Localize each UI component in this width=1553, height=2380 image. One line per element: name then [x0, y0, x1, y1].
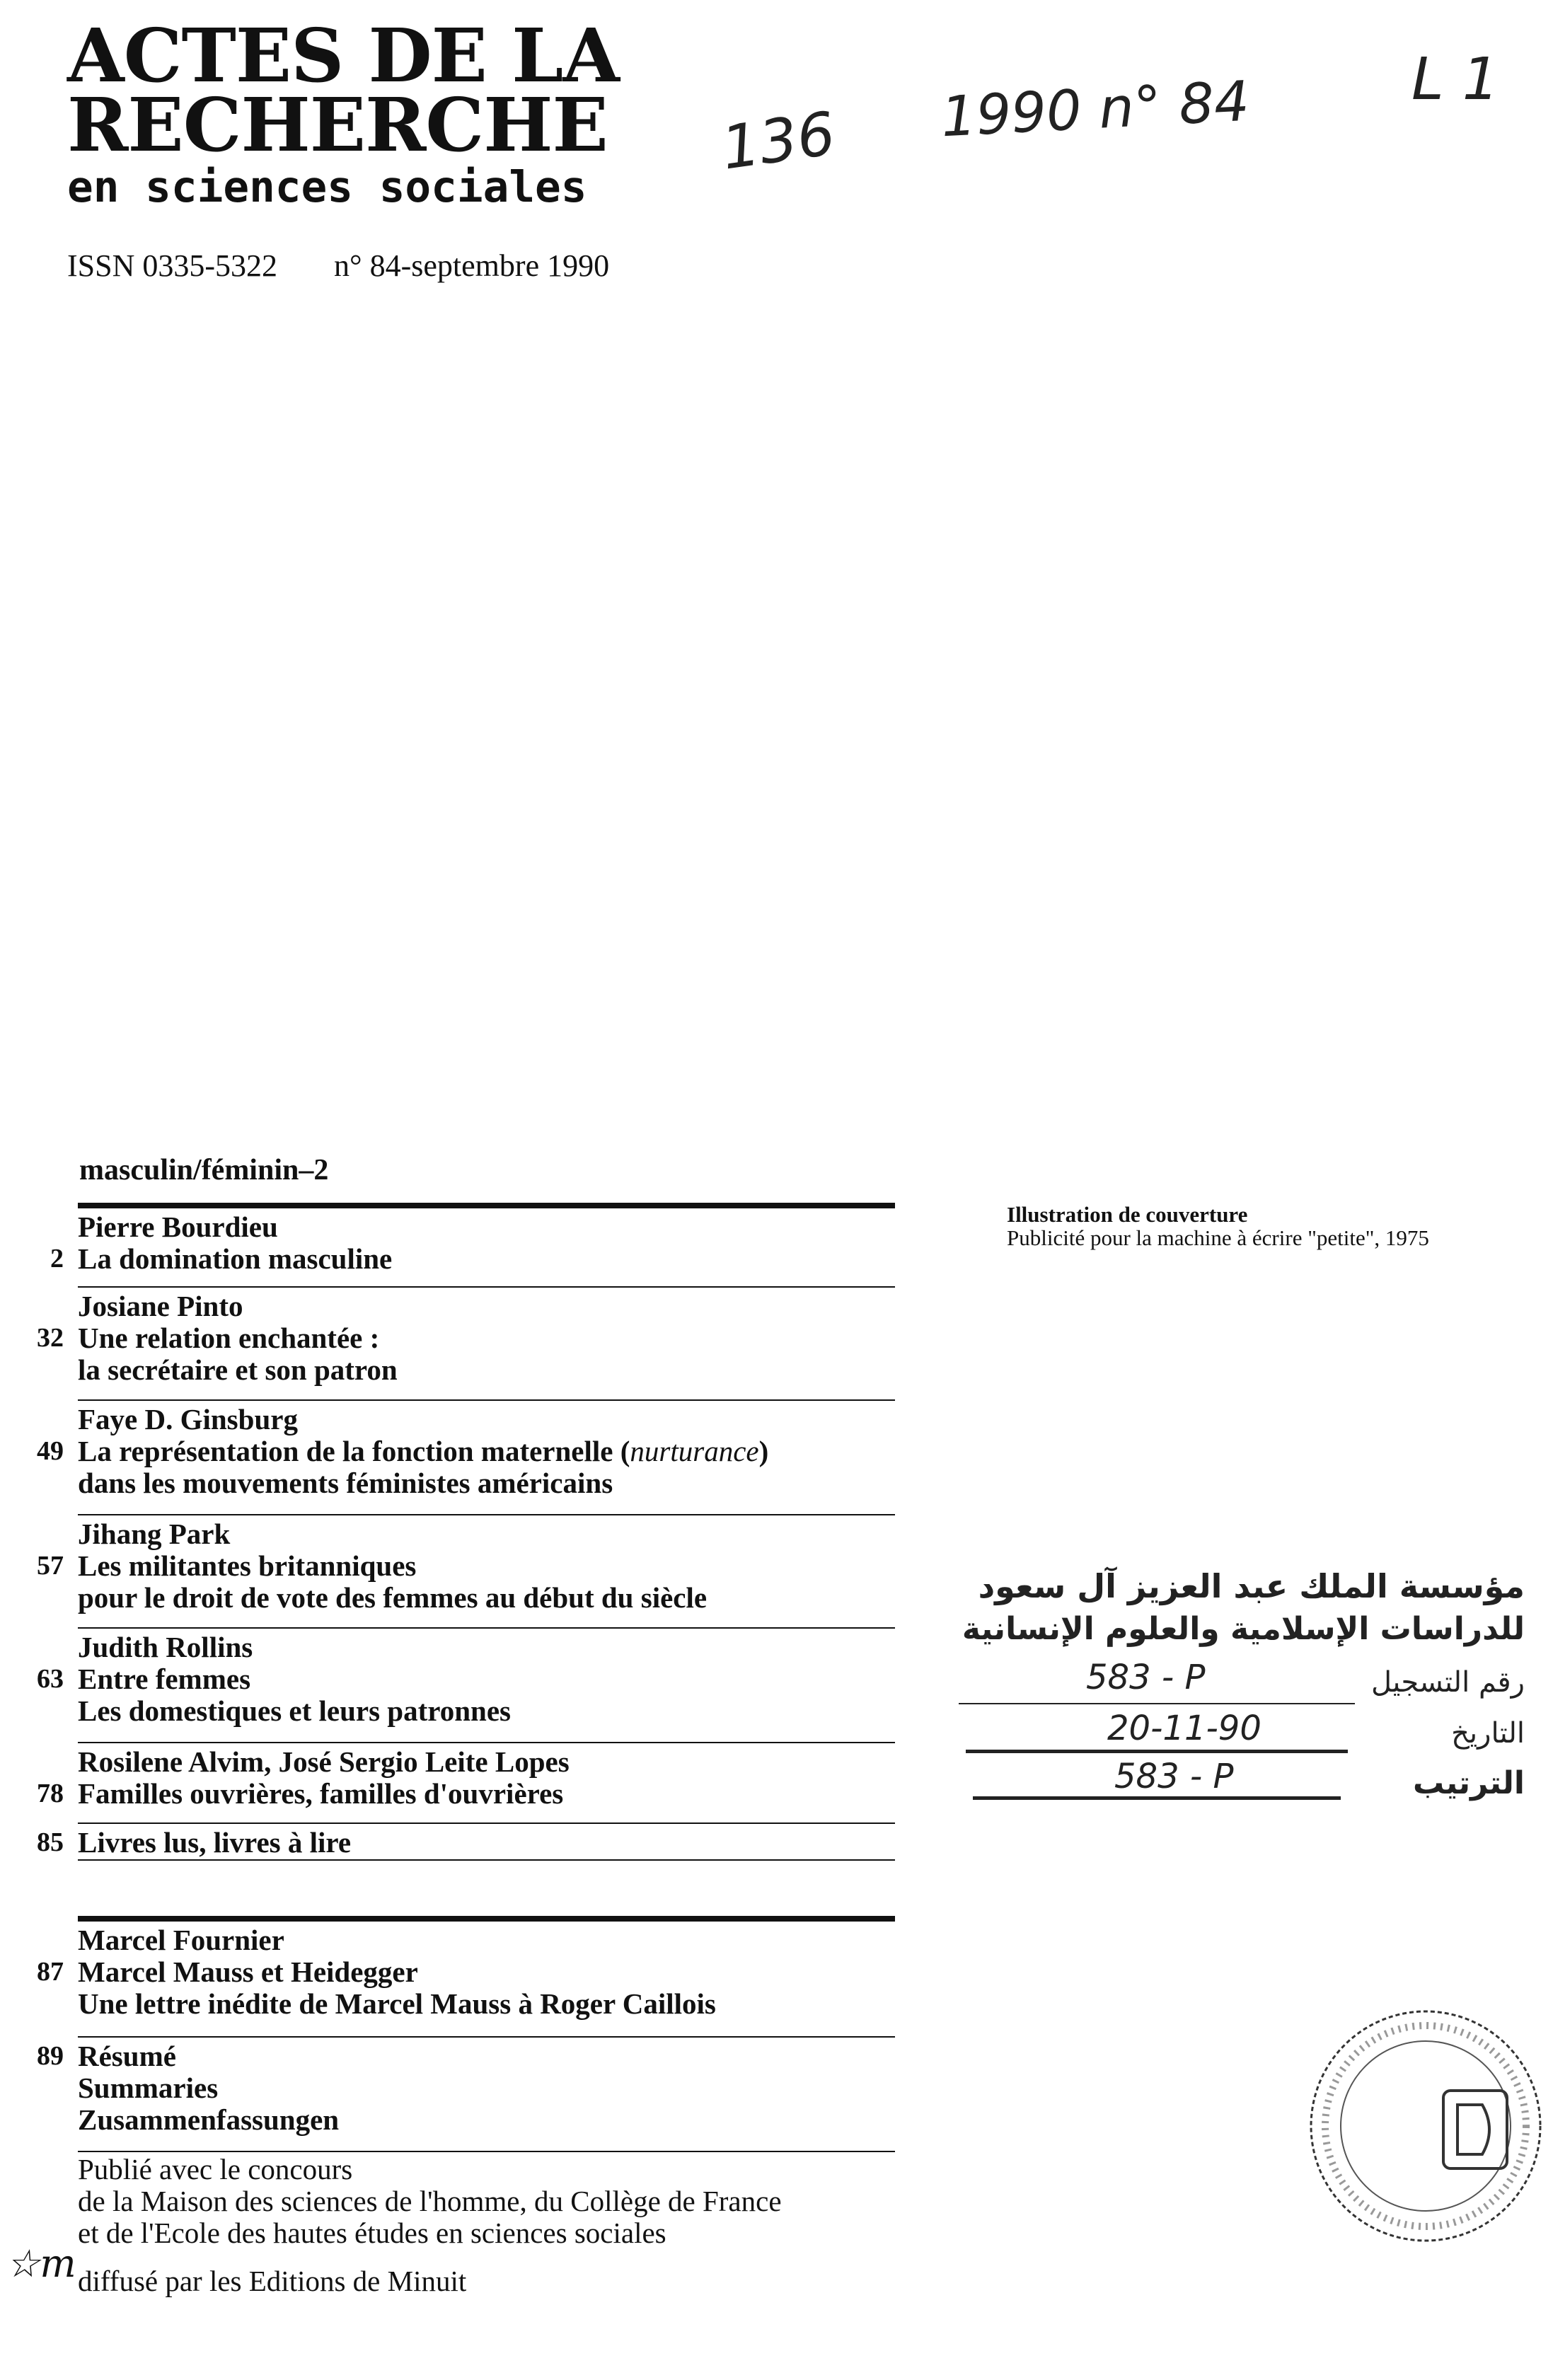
handwritten-number: 136: [717, 98, 840, 183]
toc-lines: [78, 2040, 927, 2136]
toc-lines: [78, 1211, 927, 1275]
cover-caption: [1007, 1203, 1545, 1249]
sponsor-line: de la Maison des sciences de l'homme, du Collège de France: [78, 2185, 782, 2217]
divider: [78, 1286, 895, 1288]
section-title: masculin/féminin–2: [79, 1154, 329, 1186]
sponsor-line: et de l'Ecole des hautes études en sciences sociales: [78, 2217, 666, 2249]
journal-subtitle: en sciences sociales: [67, 162, 587, 212]
toc-title: la secrétaire et son patron: [78, 1353, 398, 1386]
journal-title-line2: RECHERCHE: [67, 81, 608, 168]
distribution-text: diffusé par les Editions de Minuit: [78, 2265, 467, 2297]
stamp-rule: [973, 1796, 1341, 1800]
toc-title: Familles ouvrières, familles d'ouvrières: [78, 1777, 564, 1810]
toc-author: Faye D. Ginsburg: [78, 1403, 298, 1435]
stamp-rule: [959, 1703, 1355, 1704]
toc-title: Résumé: [78, 2040, 176, 2072]
toc-title: La représentation de la fonction maternelle (nurturance): [78, 1435, 769, 1467]
cover-text: Publicité pour la machine à écrire "petite", 1975: [1007, 1225, 1429, 1250]
issn-line: [67, 248, 609, 284]
toc-lines: [78, 1746, 927, 1810]
library-seal: [1305, 2006, 1546, 2246]
divider: [78, 1822, 895, 1824]
toc-title: Les domestiques et leurs patronnes: [78, 1694, 511, 1727]
toc-author: Judith Rollins: [78, 1631, 253, 1663]
divider: [78, 1627, 895, 1629]
stamp-rule: [966, 1750, 1348, 1753]
handwritten-issue-note: 1990 n° 84: [939, 69, 1251, 150]
toc-lines: [78, 1404, 927, 1499]
toc-title: Entre femmes: [78, 1663, 251, 1695]
masthead: [67, 12, 654, 212]
divider: [78, 2151, 895, 2152]
toc-page: 78: [37, 1779, 64, 1808]
toc-author: Jihang Park: [78, 1518, 231, 1550]
handwritten-mark: L 1: [1411, 46, 1499, 113]
divider: [78, 1859, 895, 1861]
toc-page: 85: [37, 1827, 64, 1857]
cover-heading: Illustration de couverture: [1007, 1202, 1248, 1227]
toc-lines: [78, 1827, 927, 1859]
toc-title: Zusammenfassungen: [78, 2103, 340, 2136]
issn: ISSN 0335-5322: [67, 248, 278, 283]
toc-lines: [78, 1290, 927, 1386]
toc-page: 49: [37, 1436, 64, 1466]
toc-title: Une lettre inédite de Marcel Mauss à Roger Caillois: [78, 1987, 716, 2020]
toc-title: Une relation enchantée :: [78, 1322, 380, 1354]
toc-author: Rosilene Alvim, José Sergio Leite Lopes: [78, 1745, 570, 1778]
journal-title-line1: ACTES DE LA: [67, 12, 619, 99]
toc-title: La domination masculine: [78, 1242, 393, 1275]
stamp-label-order: الترتيب: [1413, 1765, 1525, 1801]
toc-lines: [78, 1631, 927, 1727]
toc-page: 87: [37, 1957, 64, 1987]
divider: [78, 2036, 895, 2038]
toc-page: 32: [37, 1323, 64, 1353]
toc-author: Pierre Bourdieu: [78, 1211, 278, 1243]
publisher-logo: ☆m: [6, 2241, 76, 2286]
stamp-institution: مؤسسة الملك عبد العزيز آل سعود: [978, 1567, 1525, 1605]
toc-page: 57: [37, 1551, 64, 1581]
stamp-label-date: التاريخ: [1451, 1717, 1525, 1750]
toc-title: Les militantes britanniques: [78, 1549, 417, 1582]
divider: [78, 1399, 895, 1401]
divider: [78, 1514, 895, 1515]
toc-title: Summaries: [78, 2072, 219, 2104]
toc-page: 63: [37, 1664, 64, 1694]
toc-lines: [78, 1518, 927, 1614]
toc-lines: [78, 1924, 927, 2020]
seal-icon: [1305, 2006, 1546, 2246]
toc-author: Josiane Pinto: [78, 1290, 243, 1322]
toc-italic-term: nurturance: [630, 1435, 759, 1467]
toc-title: Livres lus, livres à lire: [78, 1826, 352, 1859]
stamp-date: 20-11-90: [1107, 1709, 1262, 1748]
toc-title: Marcel Mauss et Heidegger: [78, 1956, 418, 1988]
stamp-number: 583 - P: [1086, 1658, 1206, 1697]
stamp-order: 583 - P: [1114, 1757, 1234, 1796]
toc-title: pour le droit de vote des femmes au début du siècle: [78, 1581, 708, 1614]
stamp-institution-sub: للدراسات الإسلامية والعلوم الإنسانية: [962, 1611, 1525, 1647]
issue-number: n° 84-septembre 1990: [334, 248, 610, 283]
toc-page: 89: [37, 2041, 64, 2071]
toc-page: 2: [50, 1244, 64, 1273]
sponsors: [78, 2154, 927, 2249]
section-rule: [78, 1203, 895, 1208]
stamp-label-number: رقم التسجيل: [1370, 1666, 1525, 1699]
toc-title: dans les mouvements féministes américains: [78, 1467, 613, 1499]
sponsor-line: Publié avec le concours: [78, 2153, 353, 2185]
library-stamp: [945, 1567, 1525, 1864]
section-rule: [78, 1916, 895, 1922]
toc-author: Marcel Fournier: [78, 1924, 284, 1956]
divider: [78, 1742, 895, 1743]
